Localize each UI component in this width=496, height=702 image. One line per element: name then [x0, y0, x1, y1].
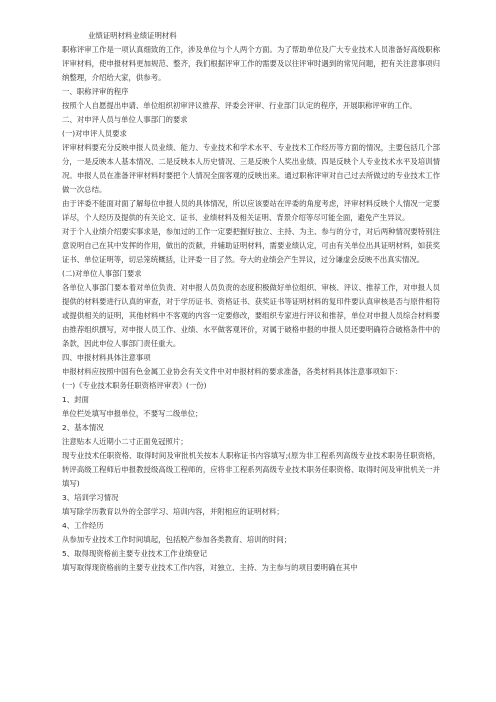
- body-paragraph: 从参加专业技术工作时间填起，包括脱产参加各类教育、培训的时间；: [62, 535, 292, 544]
- body-paragraph: 5、取得现资格前主要专业技术工作业绩登记: [62, 549, 208, 558]
- body-paragraph: 评审材料要充分反映申报人员业绩、能力、专业技术和学术水平、专业技术工作经历等方面的情况，主要包括几个部分，一是反映本人基本情况、二是反映本人历史情况、三是反映个人奖出业绩、四是反映个人专业技术水平及培训情况。申报人员在准备评审材料时要把个人情况全面客观的反映出来。通过职称评审对自己过去所做过的专业技术工作做一次总结。: [62, 143, 440, 194]
- body-paragraph: 四、申报材料具体注意事项: [62, 353, 151, 362]
- body-paragraph: 注意贴本人近期小二寸正面免冠照片；: [62, 437, 188, 446]
- body-paragraph: 职称评审工作是一项认真细致的工作，涉及单位与个人两个方面。为了帮助单位及广大专业技术人员准备好高级职称评审材料，使申报材料更加规范、整齐，我们根据评审工作的需要及以往评审时遇到的常见问题，把有关注意事项归纳整理，介绍给大家，供参考。: [62, 45, 440, 82]
- body-paragraph: 2、基本情况: [62, 423, 104, 432]
- body-paragraph: 1、封面: [62, 395, 89, 404]
- body-paragraph: 对于个人业绩介绍要实事求是，参加过的工作一定要把握好独立、主持、为主、参与的分寸，对后两种情况要特别注意说明自己在其中发挥的作用，做出的贡献，并辅助证明材料，需要业绩认定，可由有关单位出具证明材料，如获奖证书、单位证明等，切忌笼统概括，让评委一目了然。夸大的业绩会产生异议，过分谦虚会反映不出真实情况。: [62, 227, 440, 264]
- body-paragraph: 4、工作经历: [62, 521, 104, 530]
- body-paragraph: (一)《专业技术职务任职资格评审表》(一份): [62, 381, 207, 390]
- body-paragraph: 填写除学历教育以外的全部学习、培训内容，并附相应的证明材料；: [62, 507, 284, 516]
- body-paragraph: 二、对申评人员与单位人事部门的要求: [62, 115, 188, 124]
- body-paragraph: 各单位人事部门要本着对单位负责、对申报人员负责的态度积极做好单位组织、审核、评议、推荐工作，对申报人员提供的材料要进行认真的审查，对于学历证书、资格证书、获奖证书等证明材料的复印件要认真审核是否与原件相符或提供相关的证明，其他材料中不客观的内容一定要修改，要组织专家进行评议和推荐，单位对申报人员综合材料要由推荐组织撰写，对申报人员工作、业绩、水平做客观评价，对属于破格申报的申报人员还要明确符合破格条件中的条款，因此申位人事部门责任重大。: [62, 283, 440, 348]
- body-paragraph: (一)对申评人员要求: [62, 129, 127, 138]
- body-paragraph: (二)对单位人事部门要求: [62, 269, 142, 278]
- document-title: 业绩证明材料业绩证明材料: [88, 31, 177, 40]
- body-paragraph: 一、职称评审的程序: [62, 87, 129, 96]
- body-paragraph: 按照个人自愿提出申请、单位组织初审评议推荐、评委会评审、行业部门认定的程序，开展职称评审的工作。: [62, 101, 417, 110]
- body-paragraph: 填写取得现资格前的主要专业技术工作内容，对独立、主持、为主参与的项目要明确在其中: [62, 563, 358, 572]
- body-paragraph: 现专业技术任职资格、取得时间及审批机关按本人职称证书内容填写;(原为非工程系列高级专业技术职务任职资格，转评高级工程师后申报教授级高级工程师的，应将非工程系列高级专业技术职务任职资格、取得时间及审批机关一并填写): [62, 451, 440, 488]
- body-paragraph: 3、培训学习情况: [62, 493, 119, 502]
- body-paragraph: 由于评委不能面对面了解每位申报人员的具体情况，所以应该要站在评委的角度考虑，评审材料反映个人情况一定要详尽，个人经历及提供的有关论文、证书、业绩材料及相关证明、背景介绍等尽可能全面，避免产生异议。: [62, 199, 440, 222]
- body-paragraph: 申报材料应按照中国有色金属工业协会有关文件中对申报材料的要求准备，各类材料具体注意事项如下：: [62, 367, 402, 376]
- body-paragraph: 单位栏处填写申报单位，不要写二级单位；: [62, 409, 203, 418]
- document-body: [62, 43, 440, 575]
